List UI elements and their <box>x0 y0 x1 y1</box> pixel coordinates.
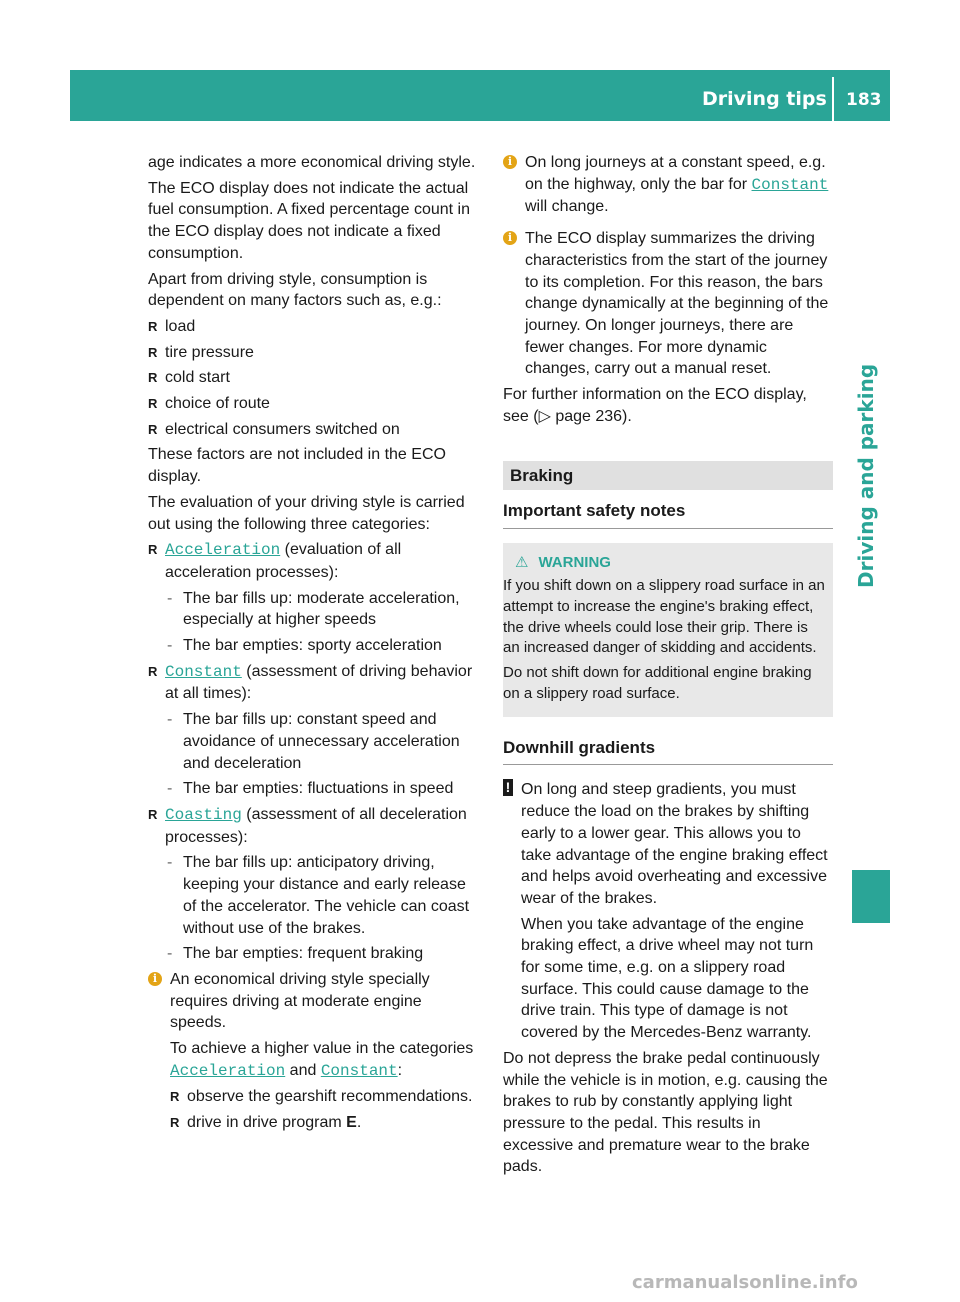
keyword-coasting[interactable]: Coasting <box>165 805 242 824</box>
side-tab-label: Driving and parking <box>854 363 878 588</box>
info-icon: i <box>148 972 162 986</box>
sub-item: - The bar fills up: constant speed and avoidance of unnecessary acceleration and deceleration <box>148 709 482 774</box>
sub-item: - The bar fills up: moderate acceleration, especially at higher speeds <box>148 588 482 631</box>
paragraph: Do not depress the brake pedal continuously while the vehicle is in motion, e.g. causing the brakes to rub by constantly applying light pressure to the pedal. This results in excessive and premature wear to the brake pads. <box>503 1049 828 1176</box>
left-column <box>148 152 482 1138</box>
warning-title: ⚠ WARNING <box>515 554 611 572</box>
list-item: R electrical consumers switched on <box>148 419 482 441</box>
page-reference[interactable]: For further information on the ECO display, see (▷ page 236). <box>503 386 807 425</box>
notice-note: ! On long and steep gradients, you must reduce the load on the brakes by shifting early to a lower gear. This allows you to take advantage of the engine braking effect and helps avoid overheating and excessive wear of the brakes. When you take advantage of the engine braking effect, a drive wheel may not turn for some time, e.g. on a slippery road surface. This could cause damage to the drive train. This type of damage is not covered by the Mercedes-Benz warranty. <box>503 779 833 1043</box>
keyword-acceleration[interactable]: Acceleration <box>165 541 281 560</box>
side-tab-block <box>852 870 890 923</box>
list-item: R observe the gearshift recommendations. <box>148 1086 482 1108</box>
list-item: R cold start <box>148 367 482 389</box>
paragraph: The evaluation of your driving style is carried out using the following three categories: <box>148 493 465 533</box>
category-acceleration: R Acceleration (evaluation of all acceleration processes): <box>148 539 482 583</box>
info-note: i On long journeys at a constant speed, e.g. on the highway, only the bar for Constant will change. <box>503 152 833 218</box>
list-item: R choice of route <box>148 393 482 415</box>
warning-text: Do not shift down for additional engine braking on a slippery road surface. <box>503 664 812 702</box>
sub-item: - The bar empties: fluctuations in speed <box>148 778 482 800</box>
sub-item: - The bar empties: sporty acceleration <box>148 635 482 657</box>
paragraph: age indicates a more economical driving style. <box>148 154 476 171</box>
paragraph: These factors are not included in the ECO display. <box>148 446 446 486</box>
right-column <box>503 152 833 1182</box>
list-item: R load <box>148 316 482 338</box>
paragraph: The ECO display does not indicate the actual fuel consumption. A fixed percentage count in the ECO display does not indicate a fixed consumption. <box>148 179 470 262</box>
exclamation-icon: ! <box>503 779 513 796</box>
subsection-heading: Important safety notes <box>503 500 833 529</box>
header-divider <box>832 77 834 121</box>
keyword-acceleration[interactable]: Acceleration <box>170 1061 286 1080</box>
warning-triangle-icon: ⚠ <box>515 554 529 572</box>
keyword-constant[interactable]: Constant <box>751 175 829 194</box>
paragraph: Apart from driving style, consumption is dependent on many factors such as, e.g.: <box>148 270 442 310</box>
sub-item: - The bar empties: frequent braking <box>148 943 482 965</box>
info-icon: i <box>503 155 517 169</box>
list-item: R drive in drive program E. <box>148 1112 482 1134</box>
keyword-constant[interactable]: Constant <box>165 662 242 681</box>
header-title: Driving tips <box>702 88 827 110</box>
page-number: 183 <box>846 90 882 110</box>
watermark: carmanualsonline.info <box>632 1272 858 1293</box>
list-item: R tire pressure <box>148 342 482 364</box>
keyword-constant[interactable]: Constant <box>320 1061 398 1080</box>
sub-item: - The bar fills up: anticipatory driving, keeping your distance and early release of the accelerator. The vehicle can coast without use of the brakes. <box>148 852 482 939</box>
section-heading: Braking <box>503 461 833 490</box>
warning-box <box>503 543 833 717</box>
category-constant: R Constant (assessment of driving behavior at all times): <box>148 661 482 705</box>
category-coasting: R Coasting (assessment of all deceleration processes): <box>148 804 482 848</box>
info-note: i An economical driving style specially requires driving at moderate engine speeds. To achieve a higher value in the categories Acceleration and Constant: <box>148 969 482 1083</box>
subsection-heading: Downhill gradients <box>503 737 833 766</box>
warning-text: If you shift down on a slippery road surface in an attempt to increase the engine's braking effect, the drive wheels could lose their grip. There is an increased danger of skidding and accidents. <box>503 576 825 657</box>
info-icon: i <box>503 231 517 245</box>
info-note: i The ECO display summarizes the driving characteristics from the start of the journey to its completion. For this reason, the bars change dynamically at the beginning of the journey. On longer journeys, there are fewer changes. For more dynamic changes, carry out a manual reset. <box>503 228 833 380</box>
